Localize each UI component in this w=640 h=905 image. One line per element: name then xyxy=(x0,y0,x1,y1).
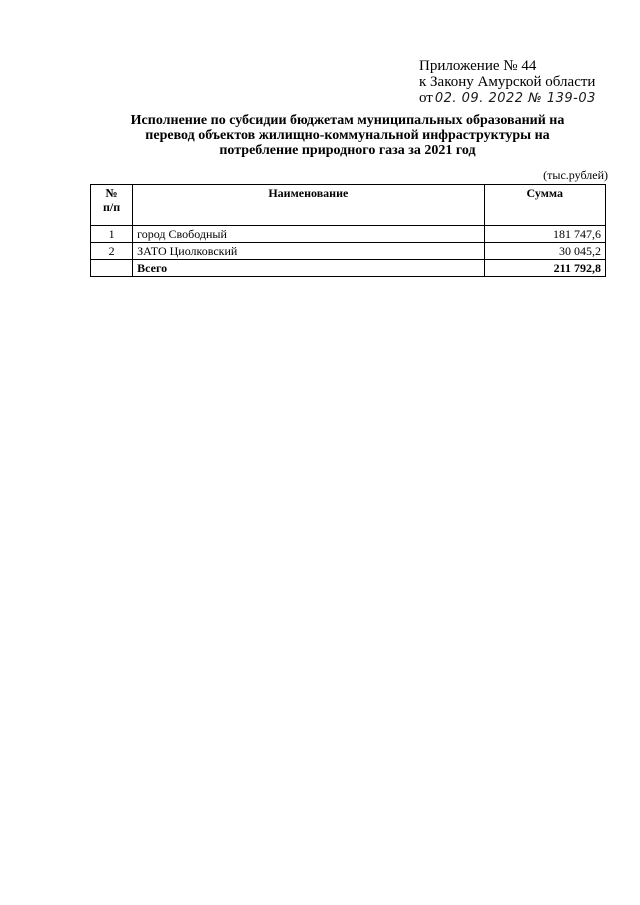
total-number xyxy=(91,260,133,277)
row-sum: 181 747,6 xyxy=(484,226,605,243)
appendix-number: Приложение № 44 xyxy=(419,58,537,74)
appendix-date-prefix: от xyxy=(419,90,433,106)
appendix-header xyxy=(419,58,596,107)
row-number: 2 xyxy=(91,243,133,260)
header-name: Наименование xyxy=(133,185,484,226)
header-number xyxy=(91,185,133,226)
table-row xyxy=(91,243,606,260)
row-name: ЗАТО Циолковский xyxy=(133,243,484,260)
table-row xyxy=(91,226,606,243)
title-line-3: потребление природного газа за 2021 год xyxy=(219,143,476,158)
title-line-1: Исполнение по субсидии бюджетам муниципальных образований на xyxy=(130,113,565,128)
subsidy-table xyxy=(90,184,606,277)
row-number: 1 xyxy=(91,226,133,243)
header-number-symbol: № xyxy=(105,186,118,200)
table-header-row xyxy=(91,185,606,226)
header-number-pp: п/п xyxy=(102,200,121,214)
appendix-law-reference: к Закону Амурской области xyxy=(419,74,596,90)
total-sum: 211 792,8 xyxy=(484,260,605,277)
header-sum: Сумма xyxy=(484,185,605,226)
handwritten-date-number: 02. 09. 2022 № 139-03 xyxy=(434,91,596,106)
row-sum: 30 045,2 xyxy=(484,243,605,260)
units-label: (тыс.рублей) xyxy=(543,168,608,182)
appendix-date-line xyxy=(419,90,596,107)
document-title xyxy=(80,113,615,158)
table-total-row xyxy=(91,260,606,277)
total-label: Всего xyxy=(133,260,484,277)
title-line-2: перевод объектов жилищно-коммунальной инфраструктуры на xyxy=(145,128,550,143)
row-name: город Свободный xyxy=(133,226,484,243)
